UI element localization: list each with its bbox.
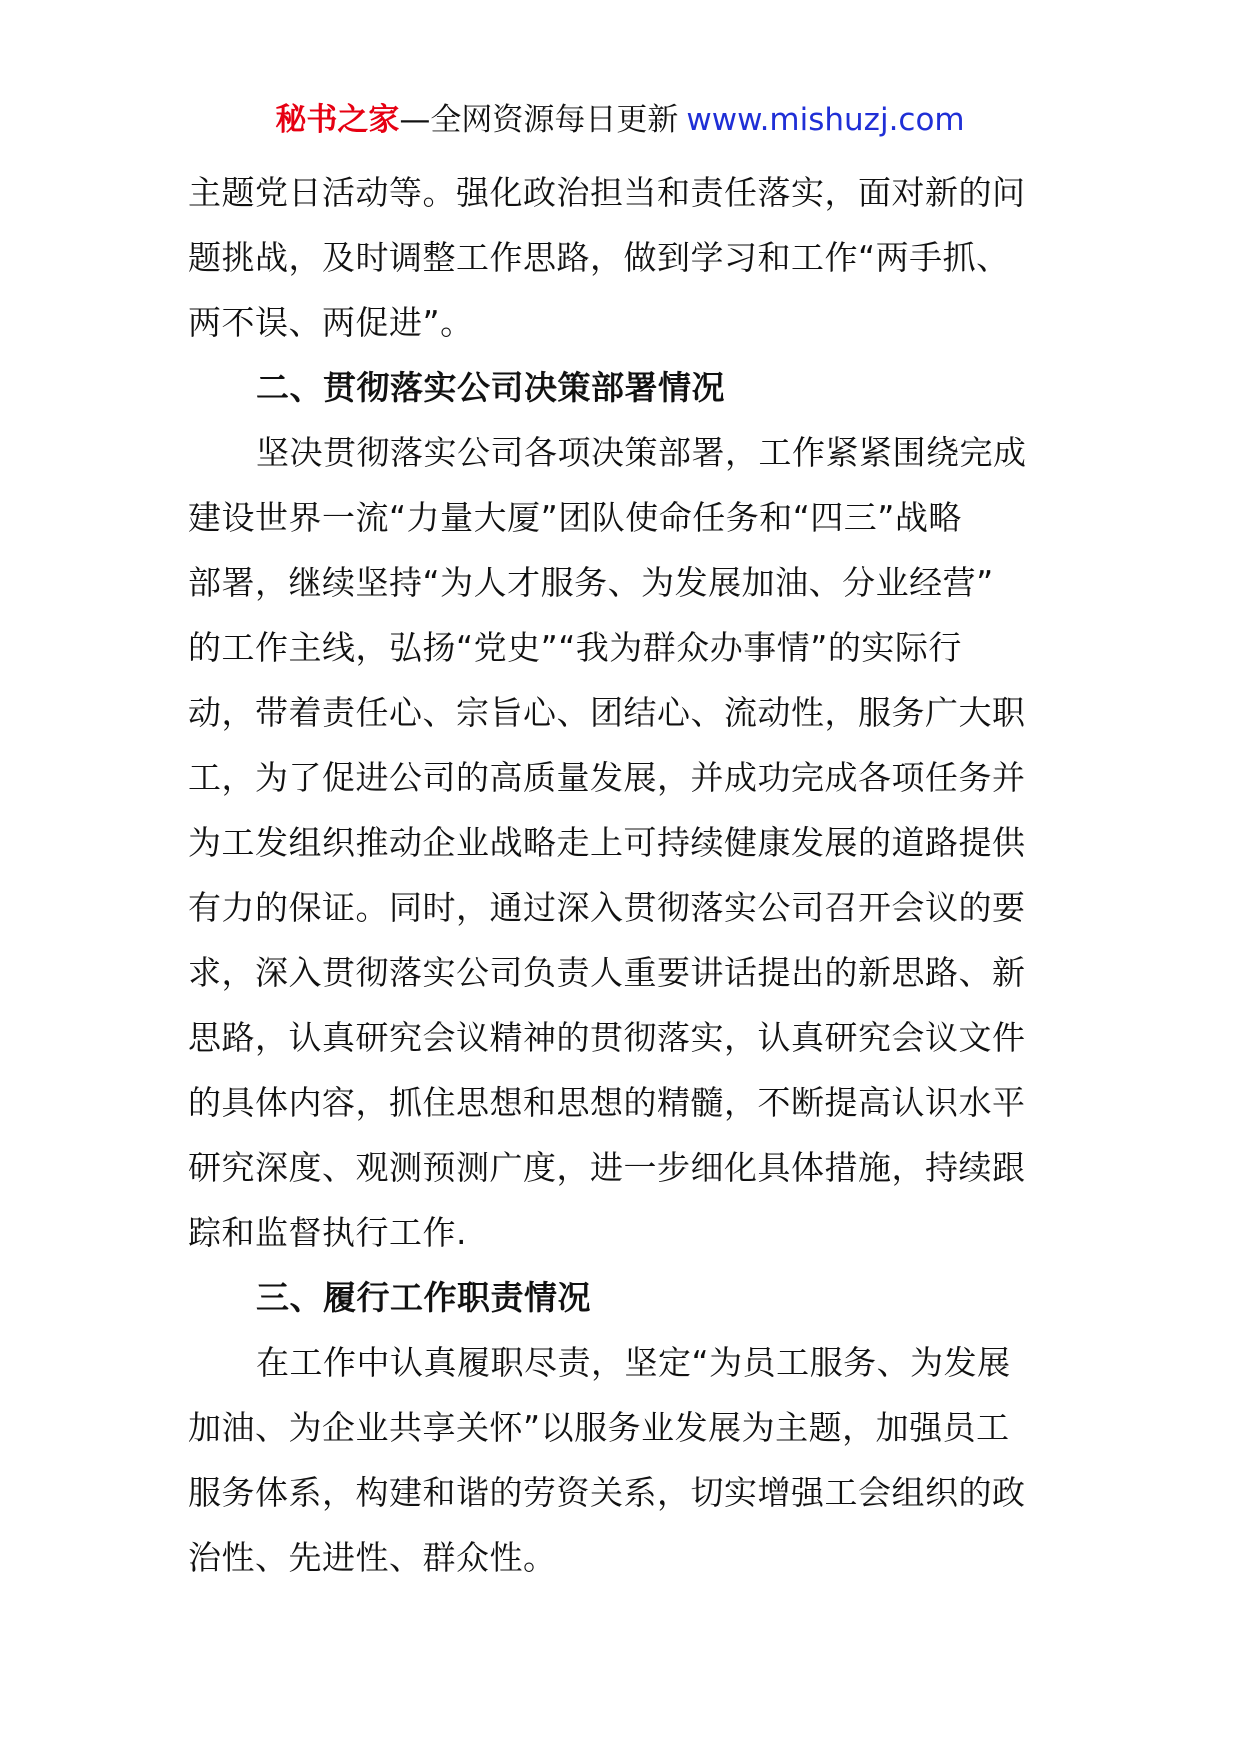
body-line: 动，带着责任心、宗旨心、团结心、流动性，服务广大职	[188, 693, 1026, 732]
body-line: 服务体系，构建和谐的劳资关系，切实增强工会组织的政	[188, 1473, 1026, 1512]
body-line: 有力的保证。同时，通过深入贯彻落实公司召开会议的要	[188, 888, 1026, 927]
body-line: 加油、为企业共享关怀”以服务业发展为主题，加强员工	[188, 1408, 1010, 1447]
body-line: 治性、先进性、群众性。	[188, 1538, 557, 1577]
body-line: 建设世界一流“力量大厦”团队使命任务和“四三”战略	[188, 498, 962, 537]
body-line: 求，深入贯彻落实公司负责人重要讲话提出的新思路、新	[188, 953, 1026, 992]
body-line: 的工作主线，弘扬“党史”“我为群众办事情”的实际行	[188, 628, 962, 667]
body-line: 部署，继续坚持“为人才服务、为发展加油、分业经营”	[188, 563, 994, 602]
section-heading-2: 二、贯彻落实公司决策部署情况	[256, 368, 725, 407]
body-line: 思路，认真研究会议精神的贯彻落实，认真研究会议文件	[188, 1018, 1026, 1057]
site-brand: 秘书之家	[275, 102, 400, 138]
body-line: 的具体内容，抓住思想和思想的精髓，不断提高认识水平	[188, 1083, 1026, 1122]
paragraph-start: 在工作中认真履职尽责，坚定“为员工服务、为发展	[256, 1343, 1011, 1382]
document-body	[188, 160, 1058, 1590]
site-url-link[interactable]: www.mishuzj.com	[686, 102, 965, 138]
body-line: 为工发组织推动企业战略走上可持续健康发展的道路提供	[188, 823, 1026, 862]
paragraph-start: 坚决贯彻落实公司各项决策部署，工作紧紧围绕完成	[256, 433, 1027, 472]
body-line: 题挑战，及时调整工作思路，做到学习和工作“两手抓、	[188, 238, 1010, 277]
page-header	[0, 100, 1240, 140]
body-line: 两不误、两促进”。	[188, 303, 474, 342]
body-line: 踪和监督执行工作.	[188, 1213, 467, 1252]
section-heading-3: 三、履行工作职责情况	[256, 1278, 591, 1317]
body-line: 研究深度、观测预测广度，进一步细化具体措施，持续跟	[188, 1148, 1026, 1187]
body-line: 工，为了促进公司的高质量发展，并成功完成各项任务并	[188, 758, 1026, 797]
site-tagline: —全网资源每日更新	[399, 102, 679, 138]
body-line: 主题党日活动等。强化政治担当和责任落实，面对新的问	[188, 173, 1026, 212]
